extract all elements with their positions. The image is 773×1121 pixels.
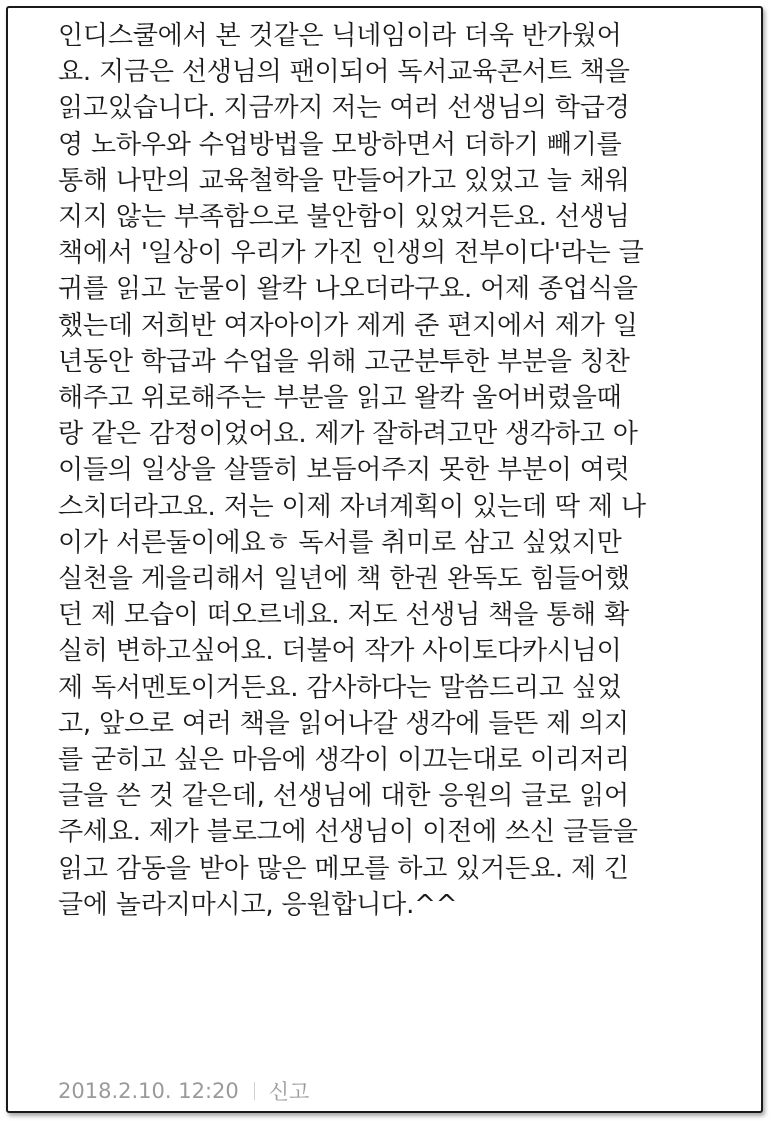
comment-line: 읽고 감동을 받아 많은 메모를 하고 있거든요. 제 긴 — [58, 853, 629, 884]
comment-line: 주세요. 제가 블로그에 선생님이 이전에 쓰신 글들을 — [58, 817, 638, 848]
comment-line: 글에 놀라지마시고, 응원합니다.^^ — [58, 889, 458, 920]
meta-divider — [254, 1082, 255, 1100]
comment-line: 책에서 '일상이 우리가 가진 인생의 전부이다'라는 글 — [58, 238, 644, 269]
comment-line: 제 독서멘토이거든요. 감사하다는 말씀드리고 싶었 — [58, 672, 622, 703]
comment-line: 년동안 학급과 수업을 위해 고군분투한 부분을 칭찬 — [58, 346, 630, 377]
comment-line: 영 노하우와 수업방법을 모방하면서 더하기 빼기를 — [58, 129, 622, 160]
comment-line: 읽고있습니다. 지금까지 저는 여러 선생님의 학급경 — [58, 93, 630, 124]
comment-line: 를 굳히고 싶은 마음에 생각이 이끄는대로 이리저리 — [58, 745, 630, 776]
comment-line: 해주고 위로해주는 부분을 읽고 왈칵 울어버렸을때 — [58, 383, 622, 414]
comment-line: 인디스쿨에서 본 것같은 닉네임이라 더욱 반가웠어 — [58, 21, 622, 51]
comment-meta — [58, 1076, 309, 1106]
comment-line: 이가 서른둘이에요ㅎ 독서를 취미로 삼고 싶었지만 — [58, 527, 622, 558]
comment-timestamp: 2018.2.10. 12:20 — [58, 1079, 239, 1103]
comment-line: 지지 않는 부족함으로 불안함이 있었거든요. 선생님 — [58, 202, 630, 233]
comment-card — [6, 6, 763, 1113]
comment-line: 이들의 일상을 살뜰히 보듬어주지 못한 부분이 여럿 — [58, 455, 630, 486]
comment-line: 요. 지금은 선생님의 팬이되어 독서교육콘서트 책을 — [58, 57, 630, 88]
comment-line: 통해 나만의 교육철학을 만들어가고 있었고 늘 채워 — [58, 165, 630, 196]
comment-line: 고, 앞으로 여러 책을 읽어나갈 생각에 들뜬 제 의지 — [58, 708, 629, 739]
comment-line: 던 제 모습이 떠오르네요. 저도 선생님 책을 통해 확 — [58, 600, 629, 631]
comment-line: 실천을 게을리해서 일년에 책 한권 완독도 힘들어했 — [58, 564, 630, 595]
comment-line: 랑 같은 감정이었어요. 제가 잘하려고만 생각하고 아 — [58, 419, 638, 450]
comment-line: 했는데 저희반 여자아이가 제게 준 편지에서 제가 일 — [58, 310, 638, 341]
report-button[interactable]: 신고 — [268, 1080, 310, 1104]
comment-line: 글을 쓴 것 같은데, 선생님에 대한 응원의 글로 읽어 — [58, 781, 629, 812]
comment-line: 스치더라고요. 저는 이제 자녀계획이 있는데 딱 제 나 — [58, 491, 646, 522]
comment-line: 귀를 읽고 눈물이 왈칵 나오더라구요. 어제 종업식을 — [58, 274, 638, 305]
comment-body — [58, 18, 738, 923]
comment-line: 실히 변하고싶어요. 더불어 작가 사이토다카시님이 — [58, 636, 622, 667]
